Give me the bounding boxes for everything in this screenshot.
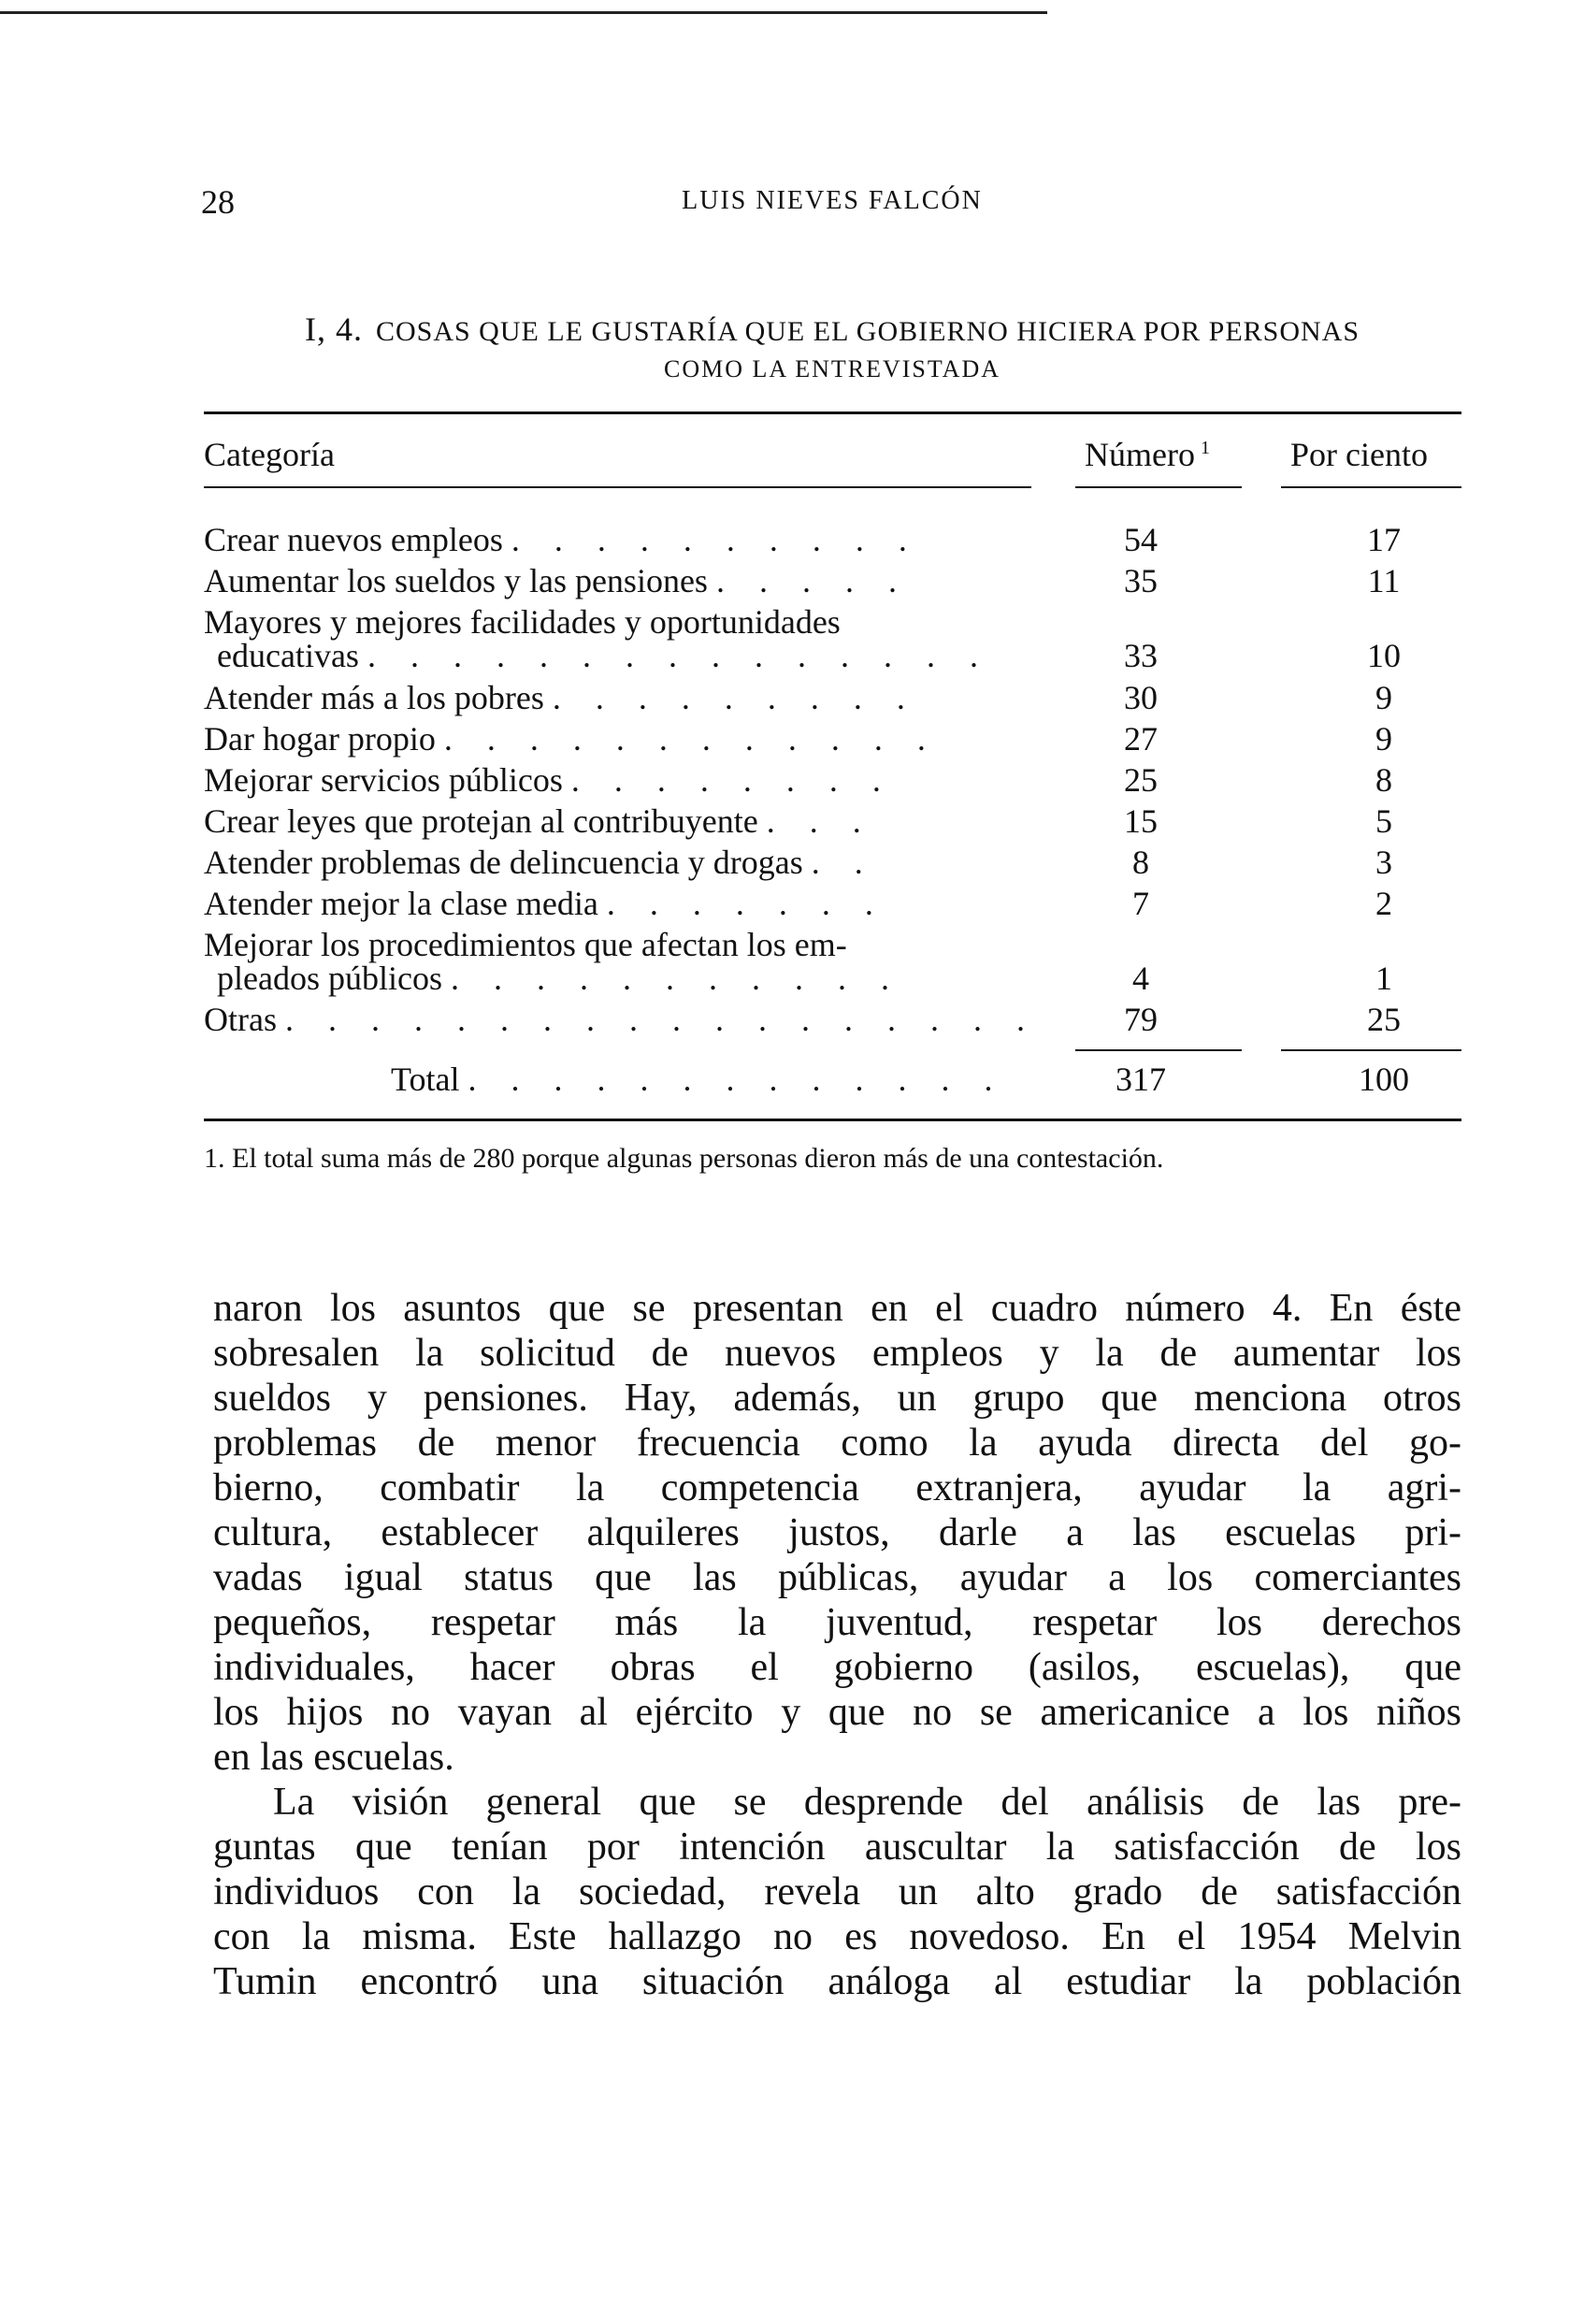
row-por-ciento: 9 — [1375, 720, 1392, 758]
row-numero: 33 — [1124, 637, 1158, 674]
column-header-numero: Número $^1$ — [1085, 436, 1210, 473]
row-numero: 25 — [1124, 761, 1158, 799]
table-row: Atender más a los pobres . . . . . . . . . 30 9 — [0, 678, 1569, 715]
body-line: los hijos no vayan al ejército y que no se americanice a los niños — [213, 1691, 1461, 1734]
row-por-ciento: 10 — [1367, 637, 1401, 674]
table-row: Mejorar servicios públicos . . . . . . . . 25 8 — [0, 760, 1569, 798]
header-rule-numero — [1075, 486, 1242, 488]
body-line: problemas de menor frecuencia como la ayuda directa del go- — [213, 1422, 1461, 1465]
table-top-rule — [204, 411, 1461, 414]
row-numero: 7 — [1132, 885, 1149, 922]
row-por-ciento: 17 — [1367, 521, 1401, 558]
table-row: Atender mejor la clase media . . . . . . . 7 2 — [0, 884, 1569, 921]
total-rule-porciento — [1281, 1049, 1461, 1051]
table-row: Crear leyes que protejan al contribuyente . . . 15 5 — [0, 801, 1569, 839]
row-por-ciento: 8 — [1375, 761, 1392, 799]
body-line: vadas igual status que las públicas, ayudar a los comerciantes — [213, 1556, 1461, 1599]
body-line: individuos con la sociedad, revela un alto grado de satisfacción — [213, 1870, 1461, 1913]
table-row: Aumentar los sueldos y las pensiones . . . . . 35 11 — [0, 561, 1569, 599]
table-row: Mayores y mejores facilidades y oportunidades — [204, 603, 841, 641]
footnote-marker: 1 — [1200, 438, 1210, 458]
row-por-ciento: 1 — [1375, 960, 1392, 997]
body-line: Tumin encontró una situación análoga al estudiar la población — [213, 1960, 1461, 2003]
row-numero: 35 — [1124, 562, 1158, 599]
table-row: Crear nuevos empleos . . . . . . . . . . 54 17 — [0, 520, 1569, 557]
total-rule-numero — [1075, 1049, 1242, 1051]
column-header-por-ciento: Por ciento — [1290, 436, 1428, 473]
column-header-categoria: Categoría — [204, 436, 335, 473]
row-numero: 79 — [1124, 1001, 1158, 1038]
table-number: I, 4. — [304, 310, 363, 348]
table-title — [201, 309, 1463, 386]
table-row: pleados públicos . . . . . . . . . . . 4 1 — [0, 959, 1569, 996]
row-por-ciento: 5 — [1375, 802, 1392, 840]
row-numero: 8 — [1132, 844, 1149, 881]
row-por-ciento: 3 — [1375, 844, 1392, 881]
body-line: La visión general que se desprende del análisis de las pre- — [273, 1781, 1461, 1824]
running-head-author: LUIS NIEVES FALCÓN — [682, 186, 983, 215]
body-line: sueldos y pensiones. Hay, además, un grupo que menciona otros — [213, 1377, 1461, 1420]
table-total-row: Total . . . . . . . . . . . . . 317 100 — [0, 1060, 1569, 1097]
body-line: sobresalen la solicitud de nuevos empleos y la de aumentar los — [213, 1332, 1461, 1375]
body-line: cultura, establecer alquileres justos, darle a las escuelas pri- — [213, 1511, 1461, 1554]
row-numero: 4 — [1132, 960, 1149, 997]
total-numero: 317 — [1116, 1061, 1166, 1098]
scan-top-edge — [0, 11, 1047, 14]
body-line: pequeños, respetar más la juventud, respetar los derechos — [213, 1601, 1461, 1644]
row-por-ciento: 11 — [1367, 562, 1401, 599]
row-numero: 27 — [1124, 720, 1158, 758]
body-line: individuales, hacer obras el gobierno (asilos, escuelas), que — [213, 1646, 1461, 1689]
table-bottom-rule — [204, 1119, 1461, 1121]
table-row: Otras . . . . . . . . . . . . . . . . . . 79 25 — [0, 1000, 1569, 1037]
table-title-line1: COSAS QUE LE GUSTARÍA QUE EL GOBIERNO HICIERA POR PERSONAS — [375, 316, 1360, 347]
body-line: en las escuelas. — [213, 1736, 454, 1779]
row-numero: 30 — [1124, 679, 1158, 716]
total-por-ciento: 100 — [1359, 1061, 1409, 1098]
row-por-ciento: 9 — [1375, 679, 1392, 716]
body-line: con la misma. Este hallazgo no es novedoso. En el 1954 Melvin — [213, 1915, 1461, 1958]
body-text — [213, 1286, 1461, 2004]
header-rule-porciento — [1281, 486, 1461, 488]
table-row: Atender problemas de delincuencia y drogas . . 8 3 — [0, 843, 1569, 880]
table-footnote: 1. El total suma más de 280 porque algunas personas dieron más de una contestación. — [204, 1143, 1164, 1174]
table-title-line2: COMO LA ENTREVISTADA — [663, 355, 1001, 383]
body-line: guntas que tenían por intención auscultar la satisfacción de los — [213, 1826, 1461, 1869]
page-number: 28 — [201, 183, 235, 221]
header-rule-categoria — [204, 486, 1031, 488]
row-por-ciento: 25 — [1367, 1001, 1401, 1038]
running-head — [201, 182, 1463, 229]
table-row: educativas . . . . . . . . . . . . . . . 33 10 — [0, 636, 1569, 673]
table-row: Dar hogar propio . . . . . . . . . . . . 27 9 — [0, 719, 1569, 757]
row-numero: 15 — [1124, 802, 1158, 840]
table-row: Mejorar los procedimientos que afectan los em- — [204, 926, 847, 963]
body-line: bierno, combatir la competencia extranjera, ayudar la agri- — [213, 1466, 1461, 1509]
row-por-ciento: 2 — [1375, 885, 1392, 922]
body-line: naron los asuntos que se presentan en el cuadro número 4. En éste — [213, 1287, 1461, 1330]
row-numero: 54 — [1124, 521, 1158, 558]
